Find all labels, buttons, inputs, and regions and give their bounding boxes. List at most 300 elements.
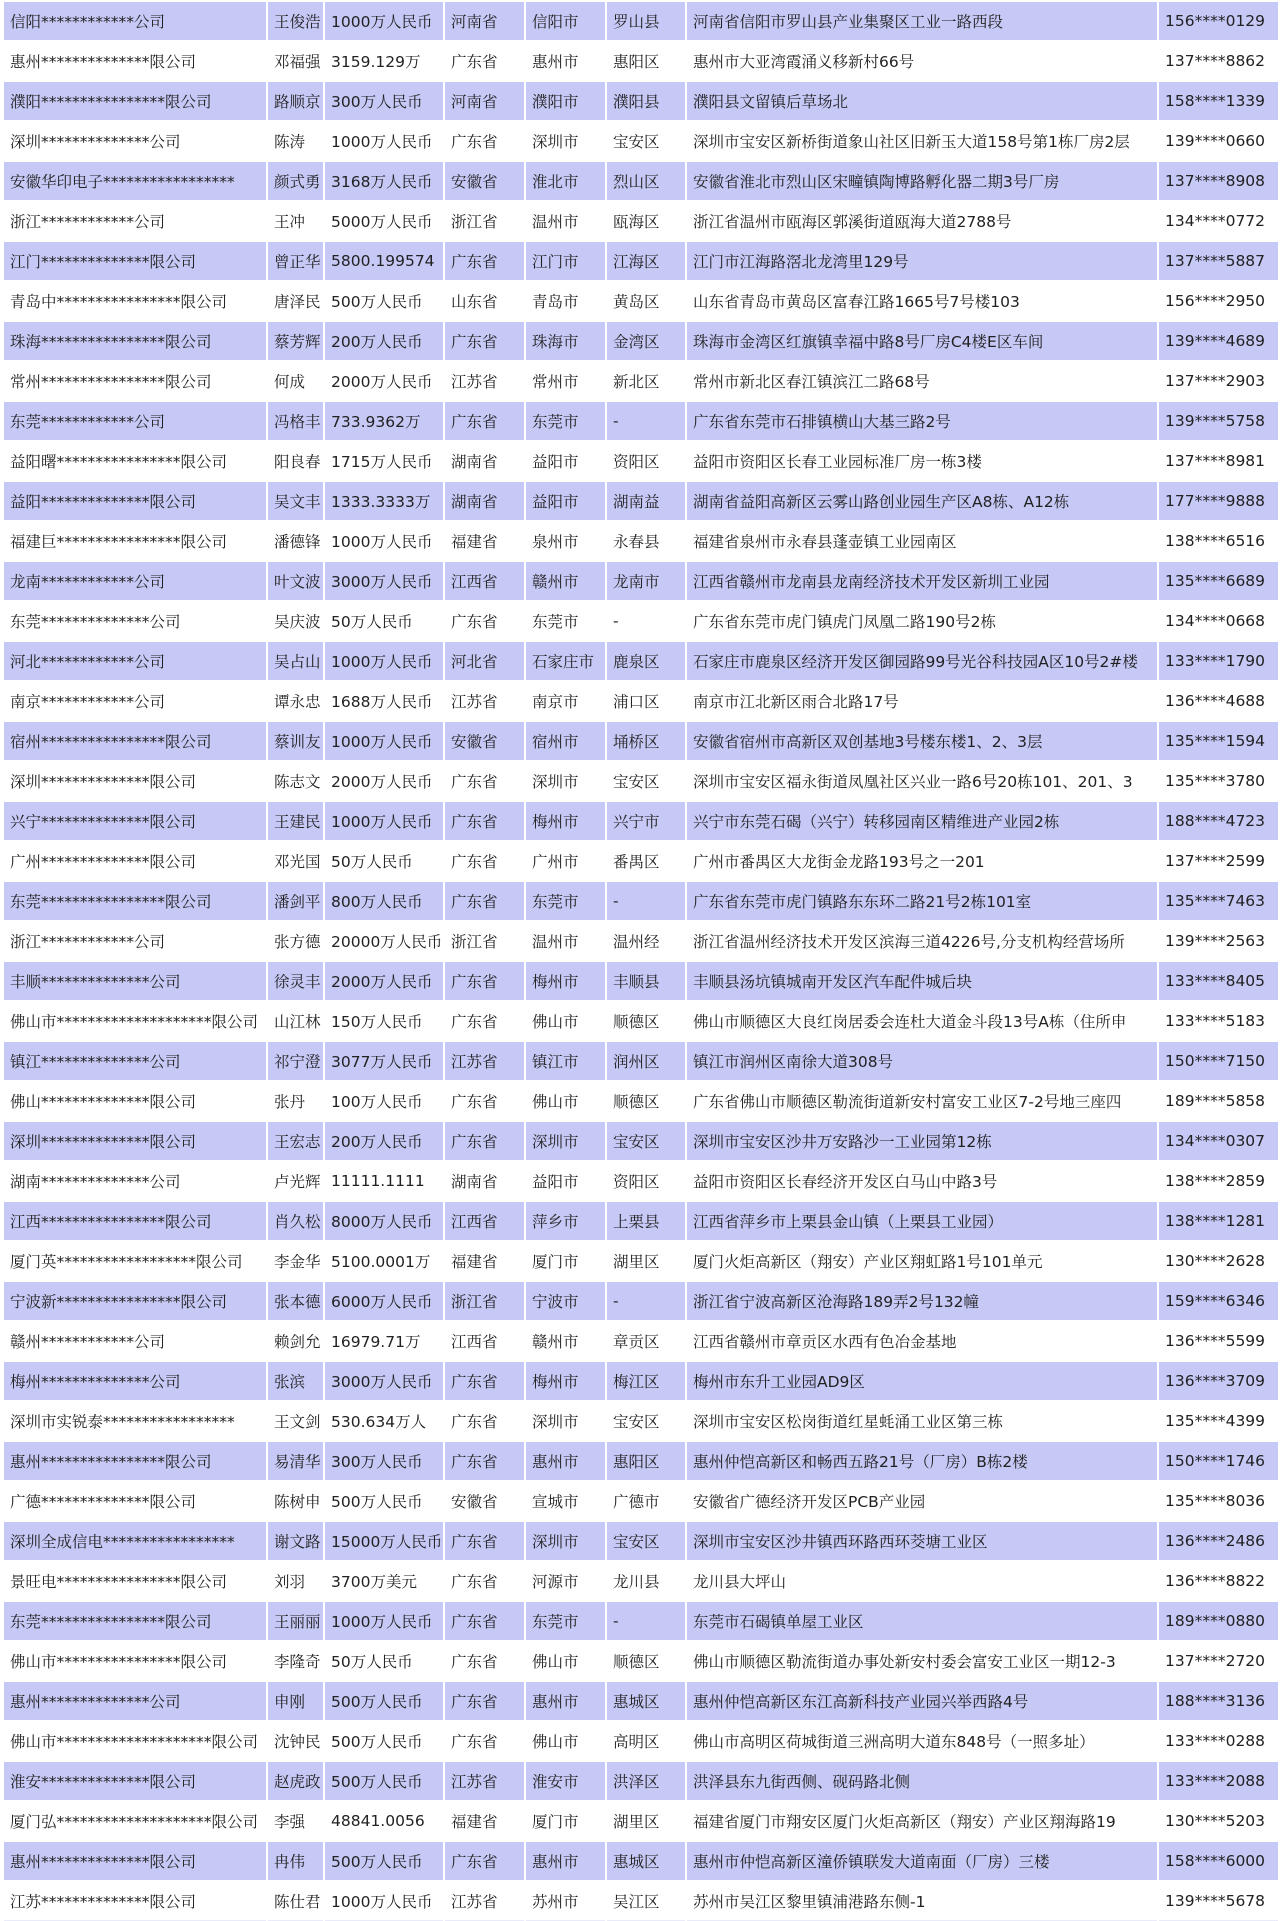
province-cell: 广东省 bbox=[444, 1121, 525, 1161]
phone-cell: 158****1339 bbox=[1158, 81, 1279, 121]
company-name-cell: 东莞**************公司 bbox=[3, 601, 267, 641]
district-cell: 番禺区 bbox=[606, 841, 686, 881]
city-cell: 常州市 bbox=[525, 361, 606, 401]
table-row bbox=[3, 1041, 1279, 1081]
registered-capital-cell: 5800.199574 bbox=[324, 241, 444, 281]
city-cell: 惠州市 bbox=[525, 1841, 606, 1881]
table-row bbox=[3, 601, 1279, 641]
company-name-cell: 深圳**************公司 bbox=[3, 121, 267, 161]
address-cell: 佛山市高明区荷城街道三洲高明大道东848号（一照多址） bbox=[686, 1721, 1158, 1761]
registered-capital-cell: 3000万人民币 bbox=[324, 561, 444, 601]
phone-cell: 134****0772 bbox=[1158, 201, 1279, 241]
company-name-cell: 佛山市********************限公司 bbox=[3, 1001, 267, 1041]
company-name-cell: 浙江************公司 bbox=[3, 921, 267, 961]
table-row bbox=[3, 401, 1279, 441]
legal-person-cell: 吴文丰 bbox=[267, 481, 324, 521]
phone-cell: 135****3780 bbox=[1158, 761, 1279, 801]
table-row bbox=[3, 1081, 1279, 1121]
company-name-cell: 福建巨****************限公司 bbox=[3, 521, 267, 561]
province-cell: 广东省 bbox=[444, 401, 525, 441]
table-row bbox=[3, 961, 1279, 1001]
city-cell: 珠海市 bbox=[525, 321, 606, 361]
registered-capital-cell: 500万人民币 bbox=[324, 1681, 444, 1721]
registered-capital-cell: 500万人民币 bbox=[324, 281, 444, 321]
table-row bbox=[3, 1121, 1279, 1161]
province-cell: 江苏省 bbox=[444, 681, 525, 721]
company-name-cell: 景旺电****************限公司 bbox=[3, 1561, 267, 1601]
table-row bbox=[3, 521, 1279, 561]
phone-cell: 139****5678 bbox=[1158, 1881, 1279, 1921]
company-name-cell: 佛山**************限公司 bbox=[3, 1081, 267, 1121]
registered-capital-cell: 1000万人民币 bbox=[324, 1881, 444, 1921]
company-name-cell: 安徽华印电子***************** bbox=[3, 161, 267, 201]
table-row bbox=[3, 681, 1279, 721]
table-row bbox=[3, 761, 1279, 801]
province-cell: 广东省 bbox=[444, 1441, 525, 1481]
registered-capital-cell: 8000万人民币 bbox=[324, 1201, 444, 1241]
legal-person-cell: 沈钟民 bbox=[267, 1721, 324, 1761]
legal-person-cell: 王宏志 bbox=[267, 1121, 324, 1161]
registered-capital-cell: 300万人民币 bbox=[324, 1441, 444, 1481]
registered-capital-cell: 1000万人民币 bbox=[324, 521, 444, 561]
province-cell: 江苏省 bbox=[444, 1881, 525, 1921]
legal-person-cell: 卢光辉 bbox=[267, 1161, 324, 1201]
company-name-cell: 常州****************限公司 bbox=[3, 361, 267, 401]
table-row bbox=[3, 441, 1279, 481]
district-cell: 惠阳区 bbox=[606, 1441, 686, 1481]
registered-capital-cell: 1688万人民币 bbox=[324, 681, 444, 721]
city-cell: 泉州市 bbox=[525, 521, 606, 561]
address-cell: 龙川县大坪山 bbox=[686, 1561, 1158, 1601]
registered-capital-cell: 1000万人民币 bbox=[324, 801, 444, 841]
legal-person-cell: 邓光国 bbox=[267, 841, 324, 881]
address-cell: 湖南省益阳高新区云雾山路创业园生产区A8栋、A12栋 bbox=[686, 481, 1158, 521]
legal-person-cell: 肖久松 bbox=[267, 1201, 324, 1241]
phone-cell: 136****2486 bbox=[1158, 1521, 1279, 1561]
registered-capital-cell: 6000万人民币 bbox=[324, 1281, 444, 1321]
district-cell: 梅江区 bbox=[606, 1361, 686, 1401]
registered-capital-cell: 300万人民币 bbox=[324, 81, 444, 121]
city-cell: 赣州市 bbox=[525, 561, 606, 601]
address-cell: 益阳市资阳区长春经济开发区白马山中路3号 bbox=[686, 1161, 1158, 1201]
city-cell: 苏州市 bbox=[525, 1881, 606, 1921]
table-row bbox=[3, 1321, 1279, 1361]
city-cell: 淮北市 bbox=[525, 161, 606, 201]
phone-cell: 150****7150 bbox=[1158, 1041, 1279, 1081]
province-cell: 广东省 bbox=[444, 241, 525, 281]
table-row bbox=[3, 1481, 1279, 1521]
legal-person-cell: 邓福强 bbox=[267, 41, 324, 81]
phone-cell: 135****7463 bbox=[1158, 881, 1279, 921]
phone-cell: 138****1281 bbox=[1158, 1201, 1279, 1241]
district-cell: 黄岛区 bbox=[606, 281, 686, 321]
address-cell: 石家庄市鹿泉区经济开发区御园路99号光谷科技园A区10号2#楼 bbox=[686, 641, 1158, 681]
district-cell: 濮阳县 bbox=[606, 81, 686, 121]
phone-cell: 188****4723 bbox=[1158, 801, 1279, 841]
legal-person-cell: 蔡芳辉 bbox=[267, 321, 324, 361]
company-name-cell: 江西****************限公司 bbox=[3, 1201, 267, 1241]
company-name-cell: 江门**************限公司 bbox=[3, 241, 267, 281]
company-name-cell: 厦门英******************限公司 bbox=[3, 1241, 267, 1281]
city-cell: 东莞市 bbox=[525, 601, 606, 641]
address-cell: 惠州仲恺高新区东江高新科技产业园兴举西路4号 bbox=[686, 1681, 1158, 1721]
address-cell: 福建省泉州市永春县蓬壶镇工业园南区 bbox=[686, 521, 1158, 561]
phone-cell: 135****6689 bbox=[1158, 561, 1279, 601]
legal-person-cell: 王俊浩 bbox=[267, 1, 324, 41]
company-name-cell: 益阳**************限公司 bbox=[3, 481, 267, 521]
company-name-cell: 丰顺**************公司 bbox=[3, 961, 267, 1001]
city-cell: 深圳市 bbox=[525, 1521, 606, 1561]
company-name-cell: 惠州****************限公司 bbox=[3, 1441, 267, 1481]
legal-person-cell: 吴庆波 bbox=[267, 601, 324, 641]
registered-capital-cell: 3700万美元 bbox=[324, 1561, 444, 1601]
province-cell: 广东省 bbox=[444, 1361, 525, 1401]
city-cell: 广州市 bbox=[525, 841, 606, 881]
province-cell: 广东省 bbox=[444, 1401, 525, 1441]
district-cell: 瓯海区 bbox=[606, 201, 686, 241]
table-row bbox=[3, 1801, 1279, 1841]
phone-cell: 133****2088 bbox=[1158, 1761, 1279, 1801]
address-cell: 珠海市金湾区红旗镇幸福中路8号厂房C4楼E区车间 bbox=[686, 321, 1158, 361]
company-name-cell: 龙南************公司 bbox=[3, 561, 267, 601]
table-row bbox=[3, 1, 1279, 41]
registered-capital-cell: 48841.0056 bbox=[324, 1801, 444, 1841]
city-cell: 梅州市 bbox=[525, 801, 606, 841]
district-cell: 湖里区 bbox=[606, 1801, 686, 1841]
address-cell: 广东省东莞市虎门镇路东东环二路21号2栋101室 bbox=[686, 881, 1158, 921]
address-cell: 惠州市仲恺高新区潼侨镇联发大道南面（厂房）三楼 bbox=[686, 1841, 1158, 1881]
registered-capital-cell: 50万人民币 bbox=[324, 601, 444, 641]
company-name-cell: 濮阳****************限公司 bbox=[3, 81, 267, 121]
registered-capital-cell: 1333.3333万 bbox=[324, 481, 444, 521]
city-cell: 信阳市 bbox=[525, 1, 606, 41]
province-cell: 河南省 bbox=[444, 1, 525, 41]
district-cell: 资阳区 bbox=[606, 441, 686, 481]
registered-capital-cell: 200万人民币 bbox=[324, 321, 444, 361]
phone-cell: 137****2599 bbox=[1158, 841, 1279, 881]
legal-person-cell: 阳良春 bbox=[267, 441, 324, 481]
registered-capital-cell: 3168万人民币 bbox=[324, 161, 444, 201]
company-name-cell: 淮安**************限公司 bbox=[3, 1761, 267, 1801]
district-cell: 温州经 bbox=[606, 921, 686, 961]
company-table bbox=[2, 0, 1280, 1921]
province-cell: 湖南省 bbox=[444, 441, 525, 481]
phone-cell: 156****2950 bbox=[1158, 281, 1279, 321]
legal-person-cell: 张本德 bbox=[267, 1281, 324, 1321]
registered-capital-cell: 530.634万人 bbox=[324, 1401, 444, 1441]
legal-person-cell: 张滨 bbox=[267, 1361, 324, 1401]
company-name-cell: 河北************公司 bbox=[3, 641, 267, 681]
phone-cell: 138****2859 bbox=[1158, 1161, 1279, 1201]
registered-capital-cell: 1715万人民币 bbox=[324, 441, 444, 481]
company-name-cell: 青岛中****************限公司 bbox=[3, 281, 267, 321]
province-cell: 广东省 bbox=[444, 1721, 525, 1761]
company-name-cell: 宿州****************限公司 bbox=[3, 721, 267, 761]
province-cell: 广东省 bbox=[444, 41, 525, 81]
legal-person-cell: 徐灵丰 bbox=[267, 961, 324, 1001]
district-cell: 惠城区 bbox=[606, 1681, 686, 1721]
address-cell: 江西省赣州市章贡区水西有色冶金基地 bbox=[686, 1321, 1158, 1361]
province-cell: 江西省 bbox=[444, 561, 525, 601]
address-cell: 濮阳县文留镇后草场北 bbox=[686, 81, 1158, 121]
province-cell: 广东省 bbox=[444, 841, 525, 881]
phone-cell: 137****8862 bbox=[1158, 41, 1279, 81]
registered-capital-cell: 50万人民币 bbox=[324, 841, 444, 881]
district-cell: 章贡区 bbox=[606, 1321, 686, 1361]
table-row bbox=[3, 921, 1279, 961]
phone-cell: 134****0668 bbox=[1158, 601, 1279, 641]
province-cell: 广东省 bbox=[444, 601, 525, 641]
company-name-cell: 益阳曙****************限公司 bbox=[3, 441, 267, 481]
city-cell: 宁波市 bbox=[525, 1281, 606, 1321]
phone-cell: 139****5758 bbox=[1158, 401, 1279, 441]
city-cell: 石家庄市 bbox=[525, 641, 606, 681]
province-cell: 广东省 bbox=[444, 321, 525, 361]
registered-capital-cell: 16979.71万 bbox=[324, 1321, 444, 1361]
table-row bbox=[3, 561, 1279, 601]
district-cell: 顺德区 bbox=[606, 1001, 686, 1041]
province-cell: 浙江省 bbox=[444, 921, 525, 961]
district-cell: 永春县 bbox=[606, 521, 686, 561]
phone-cell: 135****4399 bbox=[1158, 1401, 1279, 1441]
province-cell: 广东省 bbox=[444, 1001, 525, 1041]
table-row bbox=[3, 1561, 1279, 1601]
table-row bbox=[3, 361, 1279, 401]
legal-person-cell: 山江林 bbox=[267, 1001, 324, 1041]
legal-person-cell: 曾正华 bbox=[267, 241, 324, 281]
district-cell: 高明区 bbox=[606, 1721, 686, 1761]
table-body bbox=[3, 1, 1279, 1921]
table-row bbox=[3, 1161, 1279, 1201]
district-cell: 浦口区 bbox=[606, 681, 686, 721]
phone-cell: 130****5203 bbox=[1158, 1801, 1279, 1841]
city-cell: 厦门市 bbox=[525, 1801, 606, 1841]
phone-cell: 133****1790 bbox=[1158, 641, 1279, 681]
company-name-cell: 佛山市****************限公司 bbox=[3, 1641, 267, 1681]
company-name-cell: 惠州**************公司 bbox=[3, 1681, 267, 1721]
province-cell: 江苏省 bbox=[444, 1041, 525, 1081]
registered-capital-cell: 50万人民币 bbox=[324, 1641, 444, 1681]
table-row bbox=[3, 321, 1279, 361]
city-cell: 惠州市 bbox=[525, 1441, 606, 1481]
company-name-cell: 广州**************限公司 bbox=[3, 841, 267, 881]
address-cell: 深圳市宝安区沙井镇西环路西环茭塘工业区 bbox=[686, 1521, 1158, 1561]
legal-person-cell: 颜式勇 bbox=[267, 161, 324, 201]
phone-cell: 137****2720 bbox=[1158, 1641, 1279, 1681]
address-cell: 广东省东莞市石排镇横山大基三路2号 bbox=[686, 401, 1158, 441]
province-cell: 浙江省 bbox=[444, 201, 525, 241]
address-cell: 梅州市东升工业园AD9区 bbox=[686, 1361, 1158, 1401]
province-cell: 江苏省 bbox=[444, 1761, 525, 1801]
legal-person-cell: 易清华 bbox=[267, 1441, 324, 1481]
district-cell: 罗山县 bbox=[606, 1, 686, 41]
province-cell: 福建省 bbox=[444, 1801, 525, 1841]
legal-person-cell: 蔡训友 bbox=[267, 721, 324, 761]
address-cell: 惠州仲恺高新区和畅西五路21号（厂房）B栋2楼 bbox=[686, 1441, 1158, 1481]
table-row bbox=[3, 881, 1279, 921]
phone-cell: 189****0880 bbox=[1158, 1601, 1279, 1641]
city-cell: 益阳市 bbox=[525, 1161, 606, 1201]
district-cell: 顺德区 bbox=[606, 1081, 686, 1121]
province-cell: 广东省 bbox=[444, 121, 525, 161]
province-cell: 广东省 bbox=[444, 761, 525, 801]
address-cell: 深圳市宝安区新桥街道象山社区旧新玉大道158号第1栋厂房2层 bbox=[686, 121, 1158, 161]
province-cell: 广东省 bbox=[444, 1561, 525, 1601]
company-name-cell: 镇江**************公司 bbox=[3, 1041, 267, 1081]
table-row bbox=[3, 1681, 1279, 1721]
address-cell: 佛山市顺德区勒流街道办事处新安村委会富安工业区一期12-3 bbox=[686, 1641, 1158, 1681]
table-row bbox=[3, 41, 1279, 81]
registered-capital-cell: 1000万人民币 bbox=[324, 641, 444, 681]
district-cell: 上栗县 bbox=[606, 1201, 686, 1241]
address-cell: 南京市江北新区雨合北路17号 bbox=[686, 681, 1158, 721]
phone-cell: 177****9888 bbox=[1158, 481, 1279, 521]
district-cell: - bbox=[606, 881, 686, 921]
legal-person-cell: 陈仕君 bbox=[267, 1881, 324, 1921]
district-cell: 新北区 bbox=[606, 361, 686, 401]
province-cell: 河北省 bbox=[444, 641, 525, 681]
district-cell: 丰顺县 bbox=[606, 961, 686, 1001]
address-cell: 镇江市润州区南徐大道308号 bbox=[686, 1041, 1158, 1081]
registered-capital-cell: 500万人民币 bbox=[324, 1761, 444, 1801]
city-cell: 益阳市 bbox=[525, 481, 606, 521]
phone-cell: 136****5599 bbox=[1158, 1321, 1279, 1361]
address-cell: 深圳市宝安区松岗街道红星蚝涌工业区第三栋 bbox=[686, 1401, 1158, 1441]
city-cell: 濮阳市 bbox=[525, 81, 606, 121]
phone-cell: 139****0660 bbox=[1158, 121, 1279, 161]
province-cell: 福建省 bbox=[444, 1241, 525, 1281]
registered-capital-cell: 3000万人民币 bbox=[324, 1361, 444, 1401]
phone-cell: 159****6346 bbox=[1158, 1281, 1279, 1321]
table-row bbox=[3, 121, 1279, 161]
address-cell: 苏州市吴江区黎里镇浦港路东侧-1 bbox=[686, 1881, 1158, 1921]
company-name-cell: 宁波新****************限公司 bbox=[3, 1281, 267, 1321]
table-row bbox=[3, 1281, 1279, 1321]
table-row bbox=[3, 1241, 1279, 1281]
company-name-cell: 惠州**************限公司 bbox=[3, 1841, 267, 1881]
city-cell: 河源市 bbox=[525, 1561, 606, 1601]
company-name-cell: 赣州************公司 bbox=[3, 1321, 267, 1361]
city-cell: 佛山市 bbox=[525, 1001, 606, 1041]
registered-capital-cell: 2000万人民币 bbox=[324, 761, 444, 801]
address-cell: 福建省厦门市翔安区厦门火炬高新区（翔安）产业区翔海路19 bbox=[686, 1801, 1158, 1841]
address-cell: 佛山市顺德区大良红岗居委会连杜大道金斗段13号A栋（住所申 bbox=[686, 1001, 1158, 1041]
province-cell: 广东省 bbox=[444, 801, 525, 841]
table-row bbox=[3, 801, 1279, 841]
address-cell: 浙江省温州经济技术开发区滨海三道4226号,分支机构经营场所 bbox=[686, 921, 1158, 961]
city-cell: 佛山市 bbox=[525, 1641, 606, 1681]
company-name-cell: 深圳全成信电***************** bbox=[3, 1521, 267, 1561]
phone-cell: 156****0129 bbox=[1158, 1, 1279, 41]
city-cell: 佛山市 bbox=[525, 1721, 606, 1761]
legal-person-cell: 张方德 bbox=[267, 921, 324, 961]
city-cell: 赣州市 bbox=[525, 1321, 606, 1361]
table-row bbox=[3, 1641, 1279, 1681]
city-cell: 益阳市 bbox=[525, 441, 606, 481]
province-cell: 河南省 bbox=[444, 81, 525, 121]
district-cell: 吴江区 bbox=[606, 1881, 686, 1921]
table-row bbox=[3, 81, 1279, 121]
address-cell: 浙江省温州市瓯海区郭溪街道瓯海大道2788号 bbox=[686, 201, 1158, 241]
company-name-cell: 厦门弘********************限公司 bbox=[3, 1801, 267, 1841]
phone-cell: 189****5858 bbox=[1158, 1081, 1279, 1121]
legal-person-cell: 唐泽民 bbox=[267, 281, 324, 321]
district-cell: 鹿泉区 bbox=[606, 641, 686, 681]
address-cell: 浙江省宁波高新区沧海路189弄2号132幢 bbox=[686, 1281, 1158, 1321]
registered-capital-cell: 500万人民币 bbox=[324, 1721, 444, 1761]
registered-capital-cell: 5100.0001万 bbox=[324, 1241, 444, 1281]
table-row bbox=[3, 1361, 1279, 1401]
registered-capital-cell: 150万人民币 bbox=[324, 1001, 444, 1041]
phone-cell: 138****6516 bbox=[1158, 521, 1279, 561]
province-cell: 江苏省 bbox=[444, 361, 525, 401]
registered-capital-cell: 500万人民币 bbox=[324, 1481, 444, 1521]
address-cell: 深圳市宝安区沙井万安路沙一工业园第12栋 bbox=[686, 1121, 1158, 1161]
city-cell: 南京市 bbox=[525, 681, 606, 721]
district-cell: 顺德区 bbox=[606, 1641, 686, 1681]
phone-cell: 135****1594 bbox=[1158, 721, 1279, 761]
legal-person-cell: 李金华 bbox=[267, 1241, 324, 1281]
legal-person-cell: 潘德锋 bbox=[267, 521, 324, 561]
city-cell: 梅州市 bbox=[525, 961, 606, 1001]
district-cell: 埇桥区 bbox=[606, 721, 686, 761]
company-name-cell: 深圳**************限公司 bbox=[3, 761, 267, 801]
district-cell: 烈山区 bbox=[606, 161, 686, 201]
legal-person-cell: 王建民 bbox=[267, 801, 324, 841]
company-name-cell: 佛山市********************限公司 bbox=[3, 1721, 267, 1761]
city-cell: 淮安市 bbox=[525, 1761, 606, 1801]
address-cell: 安徽省宿州市高新区双创基地3号楼东楼1、2、3层 bbox=[686, 721, 1158, 761]
province-cell: 安徽省 bbox=[444, 1481, 525, 1521]
city-cell: 宿州市 bbox=[525, 721, 606, 761]
district-cell: 宝安区 bbox=[606, 1521, 686, 1561]
district-cell: 资阳区 bbox=[606, 1161, 686, 1201]
legal-person-cell: 王冲 bbox=[267, 201, 324, 241]
city-cell: 深圳市 bbox=[525, 761, 606, 801]
phone-cell: 139****2563 bbox=[1158, 921, 1279, 961]
table-row bbox=[3, 1441, 1279, 1481]
registered-capital-cell: 2000万人民币 bbox=[324, 961, 444, 1001]
table-row bbox=[3, 1001, 1279, 1041]
province-cell: 山东省 bbox=[444, 281, 525, 321]
legal-person-cell: 何成 bbox=[267, 361, 324, 401]
registered-capital-cell: 5000万人民币 bbox=[324, 201, 444, 241]
province-cell: 浙江省 bbox=[444, 1281, 525, 1321]
address-cell: 江门市江海路滘北龙湾里129号 bbox=[686, 241, 1158, 281]
address-cell: 江西省赣州市龙南县龙南经济技术开发区新圳工业园 bbox=[686, 561, 1158, 601]
province-cell: 福建省 bbox=[444, 521, 525, 561]
address-cell: 广东省东莞市虎门镇虎门凤凰二路190号2栋 bbox=[686, 601, 1158, 641]
province-cell: 广东省 bbox=[444, 961, 525, 1001]
registered-capital-cell: 733.9362万 bbox=[324, 401, 444, 441]
district-cell: 润州区 bbox=[606, 1041, 686, 1081]
district-cell: 龙南市 bbox=[606, 561, 686, 601]
company-name-cell: 浙江************公司 bbox=[3, 201, 267, 241]
company-name-cell: 南京************公司 bbox=[3, 681, 267, 721]
company-name-cell: 惠州**************限公司 bbox=[3, 41, 267, 81]
district-cell: - bbox=[606, 601, 686, 641]
city-cell: 深圳市 bbox=[525, 1401, 606, 1441]
address-cell: 江西省萍乡市上栗县金山镇（上栗县工业园） bbox=[686, 1201, 1158, 1241]
address-cell: 东莞市石碣镇单屋工业区 bbox=[686, 1601, 1158, 1641]
province-cell: 安徽省 bbox=[444, 161, 525, 201]
table-row bbox=[3, 201, 1279, 241]
registered-capital-cell: 1000万人民币 bbox=[324, 1, 444, 41]
city-cell: 萍乡市 bbox=[525, 1201, 606, 1241]
city-cell: 佛山市 bbox=[525, 1081, 606, 1121]
legal-person-cell: 李隆奇 bbox=[267, 1641, 324, 1681]
district-cell: - bbox=[606, 401, 686, 441]
